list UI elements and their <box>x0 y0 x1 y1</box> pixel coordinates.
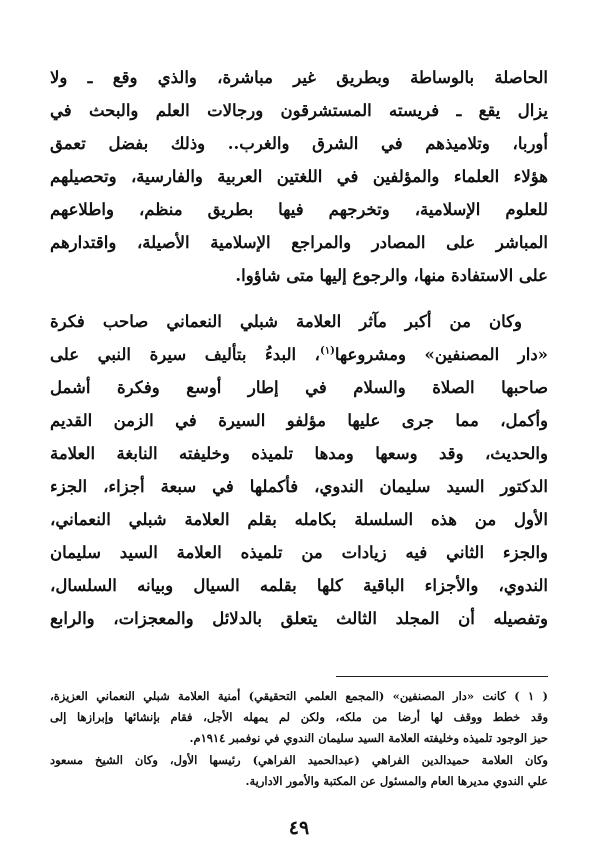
text-line-with-footnote-ref <box>50 339 548 371</box>
text-line: الأول من هذه السلسلة بكامله بقلم العلامة شبلي النعماني، <box>50 510 548 529</box>
footnote-line: حيز الوجود تلميذه وخليفته العلامة السيد سليمان الندوي في نوفمبر ١٩١٤م. <box>189 731 548 745</box>
text-line: أوربا، وتلاميذهم في الشرق والغرب.. وذلك بفضل تعمق <box>50 134 548 153</box>
footnote-separator <box>336 676 548 677</box>
text-line: يزال يقع ـ فريسته المستشرقون ورجالات العلم والبحث في <box>50 101 548 120</box>
text-line: للعلوم الإسلامية، وتخرجهم فيها بطريق منظم، واطلاعهم <box>50 200 548 219</box>
paragraph-first-line: وكان من أكبر مآثر العلامة شبلي النعماني صاحب فكرة <box>50 312 522 331</box>
text-line: وتفصيله أن المجلد الثالث يتعلق بالدلائل والمعجزات، والرابع <box>50 609 548 628</box>
text-line: والجزء الثاني فيه زيادات من تلميذه العلامة السيد سليمان <box>50 543 548 562</box>
footnote-line: علي الندوي مديرها العام والمسئول عن المكتبة والأمور الادارية. <box>245 774 548 788</box>
text-line: الندوي، والأجزاء الباقية كلها بقلمه السيال وبيانه السلسال، <box>50 576 548 595</box>
text-line: الدكتور السيد سليمان الندوي، فأكملها في سبعة أجزاء، الجزء <box>50 477 548 496</box>
footnote-line: وكان العلامة حميدالدين الفراهي (عبدالحميد الفراهي) رئيسها الأول، وكان الشيخ مسعود <box>50 753 548 767</box>
text-segment: ، البدءُ بتأليف سيرة النبي على <box>50 345 320 364</box>
text-line: المباشر على المصادر والمراجع الإسلامية الأصيلة، واقتدارهم <box>50 233 548 252</box>
text-line: صاحبها الصلاة والسلام في إطار أوسع وفكرة أشمل <box>50 378 548 397</box>
footnote-ref-mark: (١) <box>320 345 335 357</box>
footnote-line: وقد خطط ووقف لها أرضا من ملكه، ولكن لم يمهله الأجل، فقام بإنشائها وإبرازها إلى <box>50 710 548 724</box>
text-line: على الاستفادة منها، والرجوع إليها متى شاؤوا. <box>235 266 548 285</box>
text-segment: «دار المصنفين» ومشروعها <box>334 345 548 364</box>
text-line: والحديث، وقد وسعها ومدها تلميذه وخليفته النابغة العلامة <box>50 444 548 463</box>
text-line: وأكمل، مما جرى عليها مؤلفو السيرة في الزمن القديم <box>50 411 548 430</box>
page-number: ٤٩ <box>288 817 310 839</box>
text-line: هؤلاء العلماء والمؤلفين في اللغتين العربية والفارسية، وتحصيلهم <box>50 167 548 186</box>
text-line: الحاصلة بالوساطة وبطريق غير مباشرة، والذي وقع ـ ولا <box>50 68 548 87</box>
footnote-line: ( ١ ) كانت «دار المصنفين» (المجمع العلمي التحقيقي) أمنية العلامة شبلي النعماني العزيزة، <box>50 689 548 703</box>
